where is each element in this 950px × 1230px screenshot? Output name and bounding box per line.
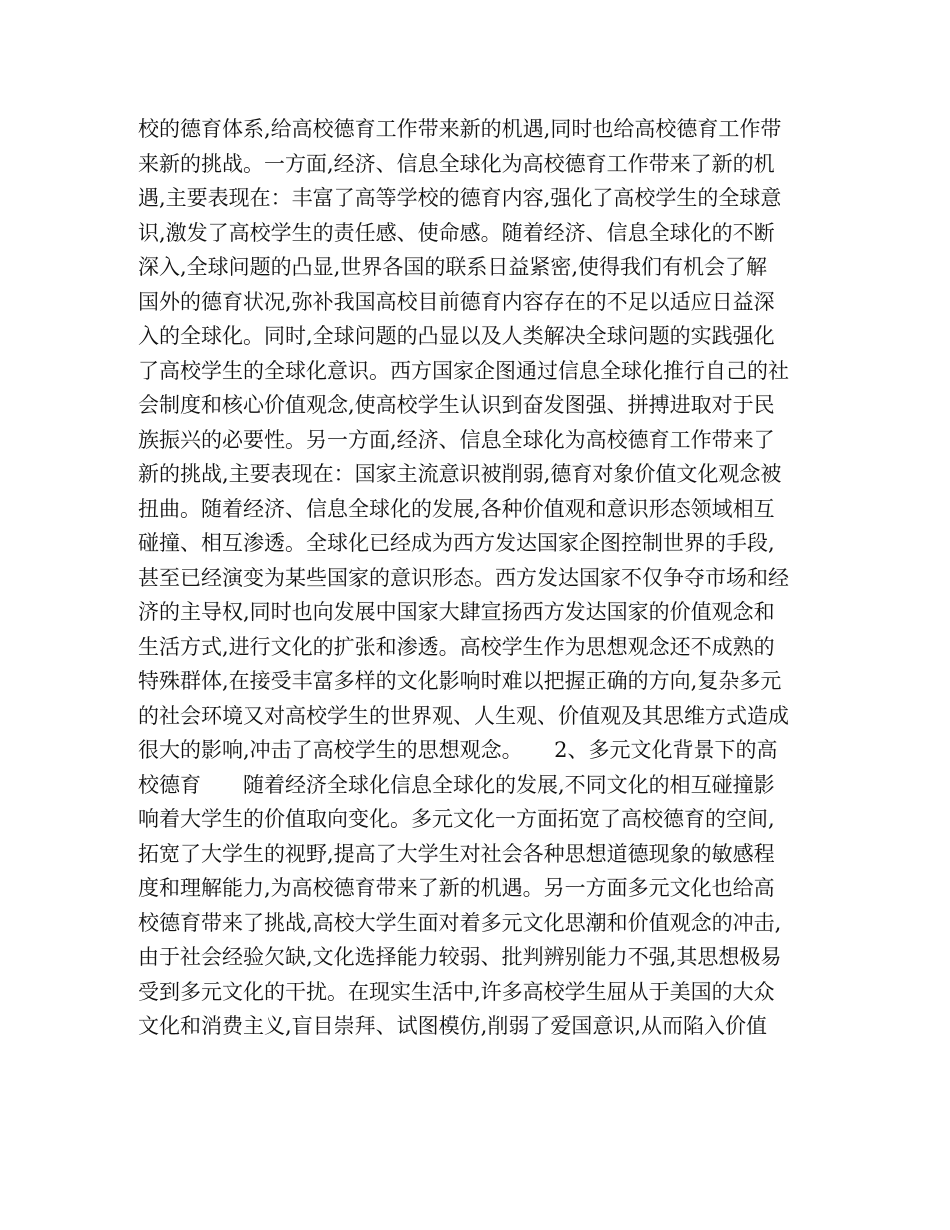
text-line: 响着大学生的价值取向变化。多元文化一方面拓宽了高校德育的空间,	[138, 807, 775, 831]
text-line: 遇,主要表现在：丰富了高等学校的德育内容,强化了高校学生的全球意	[138, 186, 782, 210]
body-text	[138, 112, 818, 1044]
text-line: 入的全球化。同时,全球问题的凸显以及人类解决全球问题的实践强化	[138, 324, 775, 348]
text-line: 校的德育体系,给高校德育工作带来新的机遇,同时也给高校德育工作带	[138, 117, 782, 141]
text-line: 特殊群体,在接受丰富多样的文化影响时难以把握正确的方向,复杂多元	[138, 669, 782, 693]
text-line: 的社会环境又对高校学生的世界观、人生观、价值观及其思维方式造成	[138, 703, 789, 728]
text-line: 深入,全球问题的凸显,世界各国的联系日益紧密,使得我们有机会了解	[138, 255, 768, 279]
text-line: 生活方式,进行文化的扩张和渗透。高校学生作为思想观念还不成熟的	[138, 634, 775, 659]
text-line: 甚至已经演变为某些国家的意识形态。西方发达国家不仅争夺市场和经	[138, 565, 789, 590]
text-line: 会制度和核心价值观念,使高校学生认识到奋发图强、拼搏进取对于民	[138, 393, 775, 417]
text-line: 碰撞、相互渗透。全球化已经成为西方发达国家企图控制世界的手段,	[138, 531, 775, 555]
text-line: 识,激发了高校学生的责任感、使命感。随着经济、信息全球化的不断	[138, 220, 775, 245]
text-line: 拓宽了大学生的视野,提高了大学生对社会各种思想道德现象的敏感程	[138, 841, 775, 866]
text-line: 校德育带来了挑战,高校大学生面对着多元文化思潮和价值观念的冲击,	[138, 910, 782, 935]
text-line: 由于社会经验欠缺,文化选择能力较弱、批判辨别能力不强,其思想极易	[138, 945, 782, 969]
text-line: 族振兴的必要性。另一方面,经济、信息全球化为高校德育工作带来了	[138, 427, 775, 452]
text-line: 国外的德育状况,弥补我国高校目前德育内容存在的不足以适应日益深	[138, 289, 775, 314]
text-line: 了高校学生的全球化意识。西方国家企图通过信息全球化推行自己的社	[138, 358, 789, 383]
text-line: 校德育 随着经济全球化信息全球化的发展,不同文化的相互碰撞影	[138, 772, 775, 797]
text-line: 文化和消费主义,盲目崇拜、试图模仿,削弱了爱国意识,从而陷入价值	[138, 1014, 768, 1038]
text-line: 度和理解能力,为高校德育带来了新的机遇。另一方面多元文化也给高	[138, 876, 775, 900]
text-line: 受到多元文化的干扰。在现实生活中,许多高校学生屈从于美国的大众	[138, 979, 775, 1004]
text-line: 新的挑战,主要表现在：国家主流意识被削弱,德育对象价值文化观念被	[138, 462, 782, 486]
text-line: 济的主导权,同时也向发展中国家大肆宣扬西方发达国家的价值观念和	[138, 600, 775, 624]
text-line: 来新的挑战。一方面,经济、信息全球化为高校德育工作带来了新的机	[138, 151, 775, 176]
text-line: 很大的影响,冲击了高校学生的思想观念。 2、多元文化背景下的高	[138, 738, 778, 762]
text-line: 扭曲。随着经济、信息全球化的发展,各种价值观和意识形态领域相互	[138, 496, 775, 521]
